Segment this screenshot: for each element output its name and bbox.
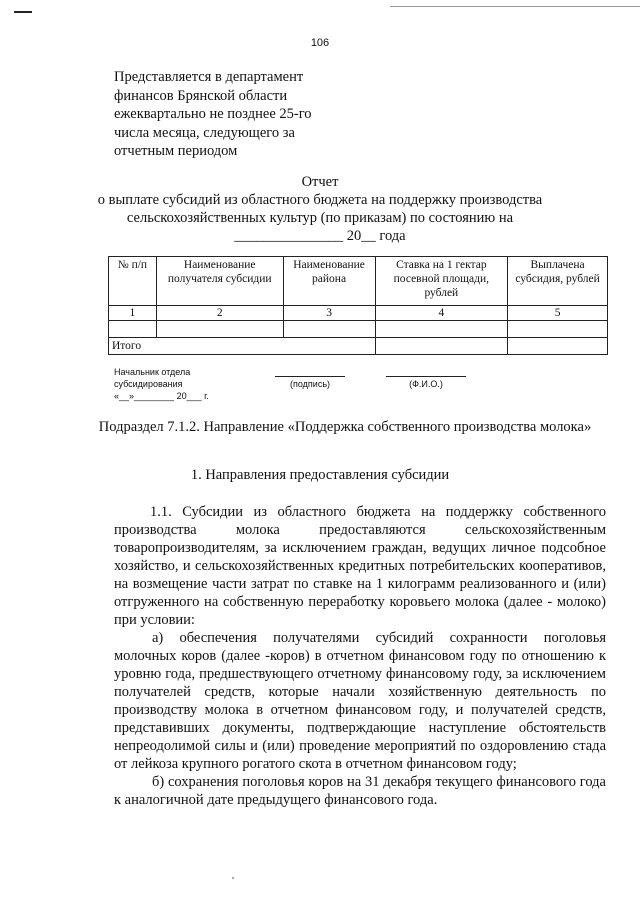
table-header-row (109, 257, 608, 306)
paragraph: б) сохранения поголовья коров на 31 декабря текущего финансового года к аналогичной дате предыдущего финансового года. (114, 774, 606, 808)
section-heading: 1. Направления предоставления субсидии (190, 467, 450, 483)
report-title-block (0, 173, 640, 245)
table-cell (508, 338, 608, 355)
table-cell: 3 (283, 306, 375, 321)
signature-line (275, 376, 345, 377)
table-header-cell: Наименование района (283, 257, 375, 306)
table-total-row (109, 338, 608, 355)
subsection-title: Подраздел 7.1.2. Направление «Поддержка собственного производства молока» (98, 419, 592, 435)
table-number-row (109, 306, 608, 321)
table-cell: 2 (156, 306, 283, 321)
fio-field (386, 366, 466, 390)
table-header-cell: № п/п (109, 257, 157, 306)
report-date-line: _______________ 20__ года (234, 228, 406, 244)
submit-note: Представляется в департамент финансов Брянской области ежеквартально не позднее 25-го числа месяца, следующего за отчетным периодом (114, 69, 312, 159)
signature-caption: (подпись) (289, 379, 331, 389)
table-header-cell: Ставка на 1 гектар посевной площади, рублей (375, 257, 508, 306)
table-cell (156, 321, 283, 338)
page-number: 106 (310, 37, 330, 49)
table-cell (109, 321, 157, 338)
report-title: Отчет (301, 174, 339, 190)
table-header-cell: Наименование получателя субсидии (156, 257, 283, 306)
fio-line (386, 376, 466, 377)
table-cell: 4 (375, 306, 508, 321)
table-row (109, 321, 608, 338)
table-cell: 1 (109, 306, 157, 321)
scan-artifact-line (390, 6, 640, 7)
report-title-line: о выплате субсидий из областного бюджета на поддержку производства (97, 192, 543, 208)
table-cell (375, 338, 508, 355)
body-text (114, 503, 606, 809)
signature-field (275, 366, 345, 390)
table-cell (508, 321, 608, 338)
table-cell (375, 321, 508, 338)
table-cell: 5 (508, 306, 608, 321)
scan-artifact-dot (232, 877, 234, 879)
fio-caption: (Ф.И.О.) (409, 379, 443, 389)
signature-position: Начальник отдела субсидирования «__»________ 20___ г. (114, 367, 209, 401)
report-title-line: сельскохозяйственных культур (по приказам) по состоянию на (126, 210, 514, 226)
paragraph: 1.1. Субсидии из областного бюджета на поддержку собственного производства молока предоставляются сельскохозяйственным товаропроизводителям, за исключением граждан, ведущих личное подсобное хозяйство, и сельскохозяйственных кредитных потребительских кооперативов, на возмещение части затрат по ставке на 1 килограмм реализованного и (или) отгруженного на собственную переработку коровьего молока (далее - молоко) при условии: (114, 504, 606, 628)
table-header-cell: Выплачена субсидия, рублей (508, 257, 608, 306)
table-cell (283, 321, 375, 338)
paragraph: а) обеспечения получателями субсидий сохранности поголовья молочных коров (далее -коров) в отчетном финансовом году по отношению к уровню года, предшествующего отчетному финансовому году, за исключением получателей средств, которые начали хозяйственную деятельность по производству молока в отчетном финансовом году, и получателей средств, представивших документы, подтверждающие наступление обстоятельств непреодолимой силы и (или) проведение мероприятий по оздоровлению стада от лейкоза крупного рогатого скота в отчетном финансовом году; (114, 630, 606, 772)
table-total-label: Итого (109, 338, 376, 355)
report-table (108, 256, 608, 355)
scan-artifact-line (14, 11, 32, 13)
